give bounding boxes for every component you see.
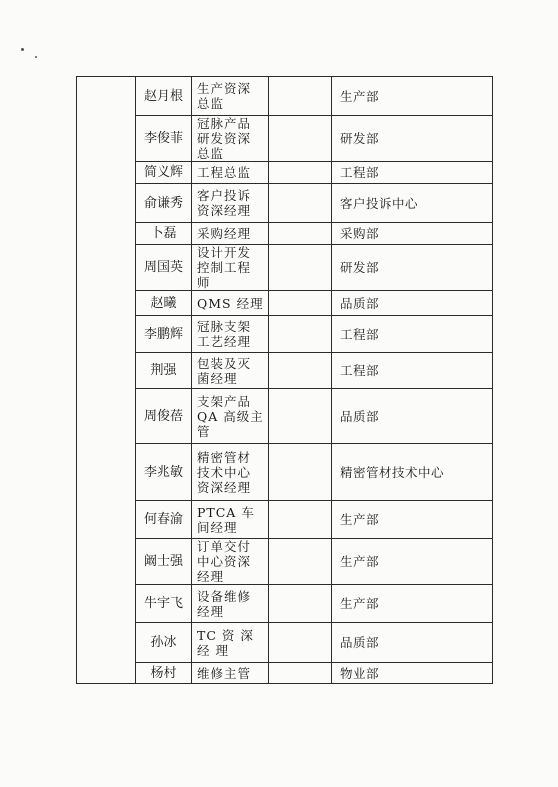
- empty-cell: [269, 77, 332, 116]
- department-cell: 客户投诉中心: [332, 184, 493, 223]
- job-title-cell: QMS 经理: [192, 291, 269, 316]
- person-name-cell: 荆强: [136, 353, 192, 389]
- person-name-cell: 何春渝: [136, 501, 192, 539]
- person-name-cell: 李俊菲: [136, 116, 192, 162]
- table-row: [77, 77, 493, 116]
- empty-cell: [269, 162, 332, 184]
- department-cell: 研发部: [332, 116, 493, 162]
- department-cell: 生产部: [332, 77, 493, 116]
- table-row: [77, 501, 493, 539]
- person-name-cell: 周俊蓓: [136, 389, 192, 444]
- department-cell: 生产部: [332, 585, 493, 623]
- department-cell: 品质部: [332, 623, 493, 663]
- department-cell: 采购部: [332, 223, 493, 245]
- job-title-cell: 精密管材技术中心资深经理: [192, 444, 269, 501]
- empty-cell: [269, 623, 332, 663]
- empty-cell: [269, 184, 332, 223]
- person-name-cell: 牛宇飞: [136, 585, 192, 623]
- empty-cell: [269, 444, 332, 501]
- job-title-cell: 采购经理: [192, 223, 269, 245]
- person-name-cell: 孙冰: [136, 623, 192, 663]
- table-row: [77, 353, 493, 389]
- table-row: [77, 389, 493, 444]
- department-cell: 生产部: [332, 501, 493, 539]
- person-name-cell: 简义辉: [136, 162, 192, 184]
- job-title-cell: 冠脉产品研发资深总监: [192, 116, 269, 162]
- job-title-cell: 维修主管: [192, 663, 269, 684]
- table-row: [77, 116, 493, 162]
- empty-cell: [269, 389, 332, 444]
- table-row: [77, 184, 493, 223]
- job-title-cell: 客户投诉资深经理: [192, 184, 269, 223]
- table-row: [77, 444, 493, 501]
- person-name-cell: 阚士强: [136, 539, 192, 585]
- table-row: [77, 245, 493, 291]
- job-title-cell: PTCA 车间经理: [192, 501, 269, 539]
- empty-cell: [269, 223, 332, 245]
- scan-speck: [35, 56, 37, 58]
- job-title-cell: 冠脉支架工艺经理: [192, 316, 269, 353]
- person-name-cell: 杨村: [136, 663, 192, 684]
- job-title-cell: 生产资深总监: [192, 77, 269, 116]
- job-title-cell: 设备维修经理: [192, 585, 269, 623]
- scan-speck: [21, 48, 24, 51]
- job-title-cell: TC 资 深 经 理: [192, 623, 269, 663]
- table-row: [77, 316, 493, 353]
- table-row: [77, 223, 493, 245]
- job-title-cell: 设计开发控制工程师: [192, 245, 269, 291]
- empty-cell: [269, 353, 332, 389]
- job-title-cell: 工程总监: [192, 162, 269, 184]
- person-name-cell: 周国英: [136, 245, 192, 291]
- table-row: [77, 663, 493, 684]
- department-cell: 品质部: [332, 389, 493, 444]
- empty-cell: [269, 585, 332, 623]
- table-row: [77, 623, 493, 663]
- person-name-cell: 李兆敏: [136, 444, 192, 501]
- empty-cell: [269, 245, 332, 291]
- department-cell: 生产部: [332, 539, 493, 585]
- person-name-cell: 赵月根: [136, 77, 192, 116]
- table-row: [77, 539, 493, 585]
- empty-cell: [269, 316, 332, 353]
- person-name-cell: 赵曦: [136, 291, 192, 316]
- merged-blank-cell: [77, 77, 136, 684]
- person-name-cell: 李鹏辉: [136, 316, 192, 353]
- job-title-cell: 包装及灭菌经理: [192, 353, 269, 389]
- department-cell: 工程部: [332, 162, 493, 184]
- job-title-cell: 支架产品QA 高级主管: [192, 389, 269, 444]
- personnel-table-body: [77, 77, 493, 684]
- table-row: [77, 585, 493, 623]
- personnel-table: [76, 76, 493, 684]
- empty-cell: [269, 116, 332, 162]
- department-cell: 物业部: [332, 663, 493, 684]
- person-name-cell: 俞谦秀: [136, 184, 192, 223]
- empty-cell: [269, 501, 332, 539]
- department-cell: 精密管材技术中心: [332, 444, 493, 501]
- department-cell: 品质部: [332, 291, 493, 316]
- table-row: [77, 291, 493, 316]
- department-cell: 研发部: [332, 245, 493, 291]
- table-row: [77, 162, 493, 184]
- empty-cell: [269, 663, 332, 684]
- person-name-cell: 卜磊: [136, 223, 192, 245]
- job-title-cell: 订单交付中心资深经理: [192, 539, 269, 585]
- empty-cell: [269, 539, 332, 585]
- department-cell: 工程部: [332, 353, 493, 389]
- empty-cell: [269, 291, 332, 316]
- department-cell: 工程部: [332, 316, 493, 353]
